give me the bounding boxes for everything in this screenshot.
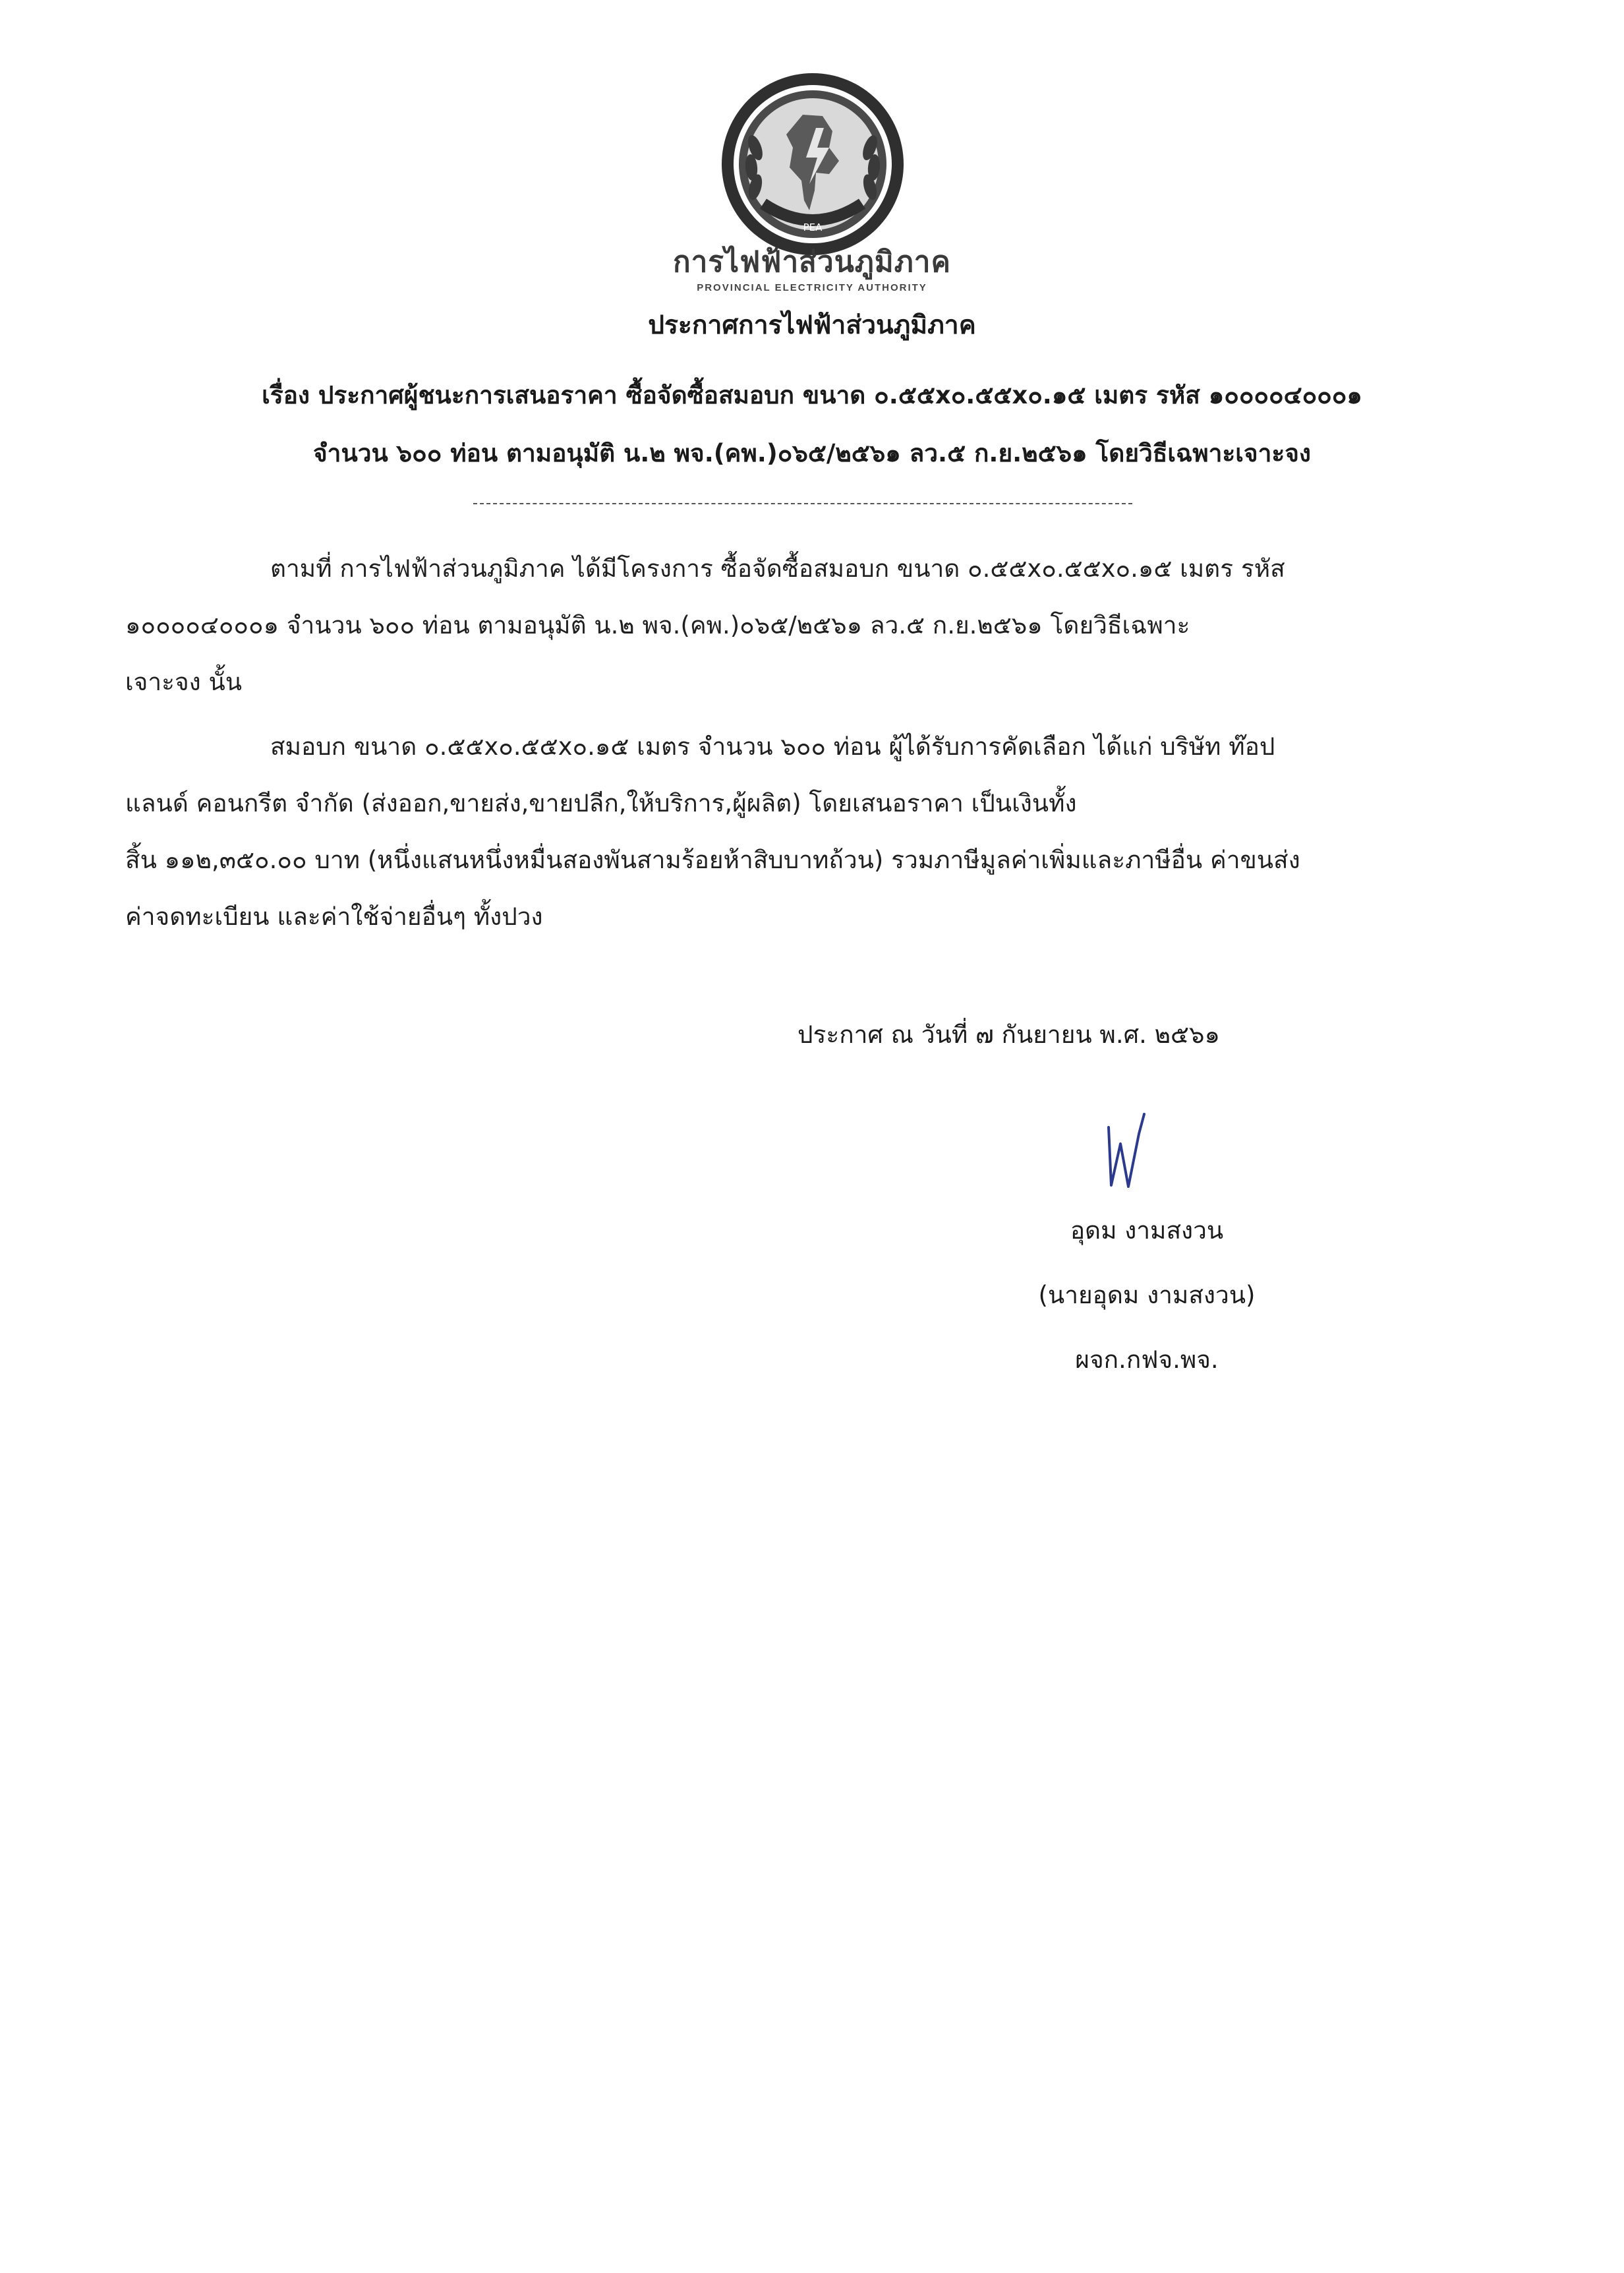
signer-block xyxy=(949,1198,1345,1392)
paragraph-2-line-3: สิ้น ๑๑๒,๓๕๐.๐๐ บาท (หนึ่งแสนหนึ่งหมื่นสองพันสามร้อยห้าสิบบาทถ้วน) รวมภาษีมูลค่าเพิ่มและภาษีอื่น ค่าขนส่ง xyxy=(125,846,1300,874)
paragraph-2-line-4: ค่าจดทะเบียน และค่าใช้จ่ายอื่นๆ ทั้งปวง xyxy=(125,902,543,931)
paragraph-1-line-3: เจาะจง นั้น xyxy=(125,668,243,696)
pea-emblem-icon xyxy=(717,69,908,260)
announcement-date: ประกาศ ณ วันที่ ๗ กันยายน พ.ศ. ๒๕๖๑ xyxy=(798,1020,1220,1049)
paragraph-1 xyxy=(125,541,1522,711)
org-name-english: PROVINCIAL ELECTRICITY AUTHORITY xyxy=(697,282,927,293)
subject-block xyxy=(99,367,1525,483)
subject-line-1: เรื่อง ประกาศผู้ชนะการเสนอราคา ซื้อจัดซื้อสมอบก ขนาด ๐.๕๕x๐.๕๕x๐.๑๕ เมตร รหัส ๑๐๐๐๐๔๐๐๐๑ xyxy=(262,381,1362,409)
signer-name: อุดม งามสงวน xyxy=(1070,1216,1224,1245)
signer-position: ผจก.กฟจ.พจ. xyxy=(1075,1345,1219,1374)
signer-full-name: (นายอุดม งามสงวน) xyxy=(1038,1281,1256,1309)
paragraph-2-line-2: แลนด์ คอนกรีต จำกัด (ส่งออก,ขายส่ง,ขายปลีก,ให้บริการ,ผู้ผลิต) โดยเสนอราคา เป็นเงินทั้ง xyxy=(125,789,1077,817)
paragraph-2 xyxy=(125,719,1522,945)
handwritten-signature-icon xyxy=(1101,1107,1160,1200)
org-name-thai: การไฟฟ้าส่วนภูมิภาค xyxy=(673,245,951,279)
subject-line-2: จำนวน ๖๐๐ ท่อน ตามอนุมัติ น.๒ พจ.(คพ.)๐๖๕/๒๕๖๑ ลว.๕ ก.ย.๒๕๖๑ โดยวิธีเฉพาะเจาะจง xyxy=(312,439,1311,467)
svg-text:PEA: PEA xyxy=(803,221,823,233)
paragraph-1-line-2: ๑๐๐๐๐๔๐๐๐๑ จำนวน ๖๐๐ ท่อน ตามอนุมัติ น.๒ พจ.(คพ.)๐๖๕/๒๕๖๑ ลว.๕ ก.ย.๒๕๖๑ โดยวิธีเฉพาะ xyxy=(125,611,1190,639)
announcement-title: ประกาศการไฟฟ้าส่วนภูมิภาค xyxy=(648,310,976,340)
paragraph-1-line-1: ตามที่ การไฟฟ้าส่วนภูมิภาค ได้มีโครงการ ซื้อจัดซื้อสมอบก ขนาด ๐.๕๕x๐.๕๕x๐.๑๕ เมตร รหัส xyxy=(270,554,1285,583)
paragraph-2-line-1: สมอบก ขนาด ๐.๕๕x๐.๕๕x๐.๑๕ เมตร จำนวน ๖๐๐ ท่อน ผู้ได้รับการคัดเลือก ได้แก่ บริษัท ท๊อป xyxy=(270,732,1275,761)
dashed-divider xyxy=(473,503,1132,504)
